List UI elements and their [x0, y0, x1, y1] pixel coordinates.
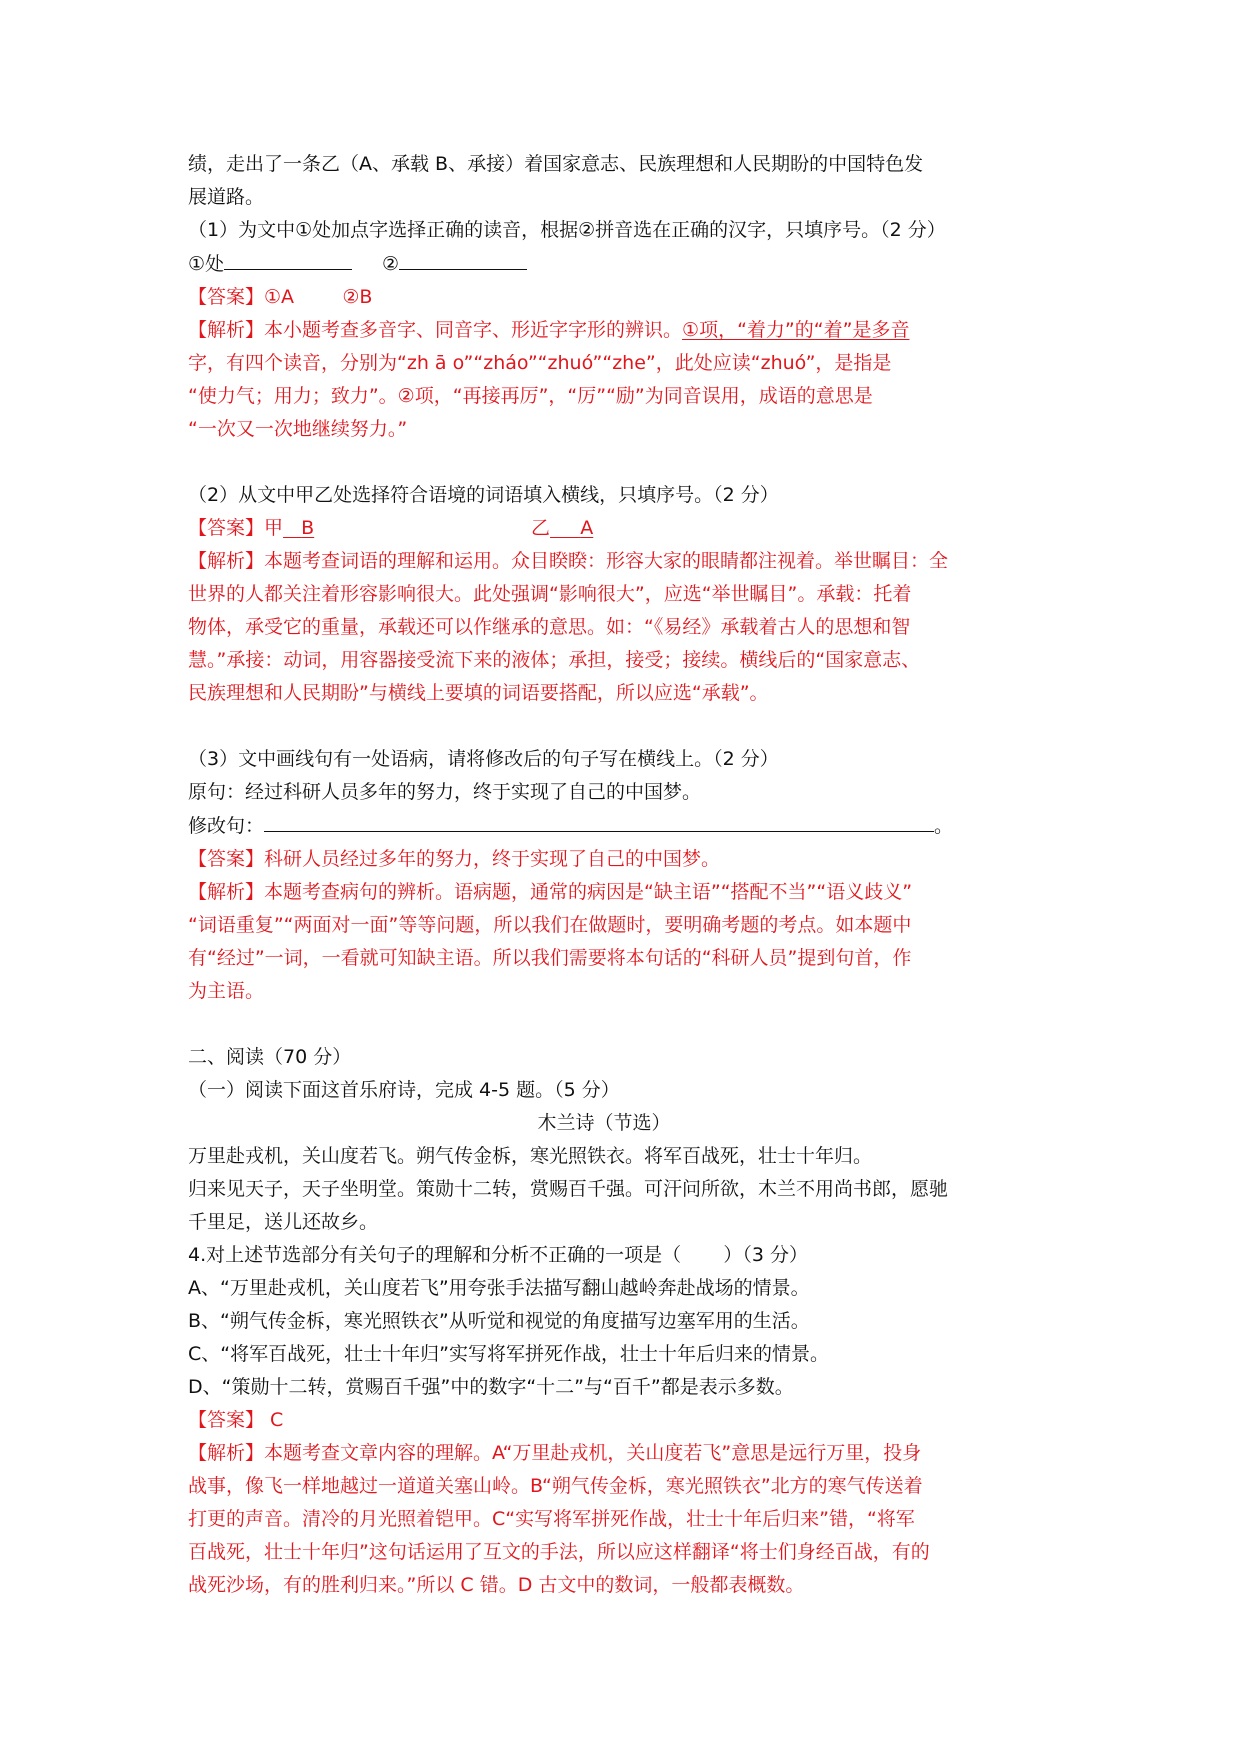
- q3-answer-tag: 【答案】: [188, 848, 265, 870]
- section-2-sub: （一）阅读下面这首乐府诗，完成 4-5 题。（5 分）: [188, 1079, 620, 1101]
- q4-analysis-line: 战事，像飞一样地越过一道道关塞山岭。B“朔气传金柝，寒光照铁衣”北方的寒气传送着: [188, 1475, 923, 1497]
- q3-answer: [188, 843, 1060, 876]
- q3-original: 原句：经过科研人员多年的努力，终于实现了自己的中国梦。: [188, 781, 702, 803]
- q1-analysis-text: ①项，“着力”的“着”是多音: [682, 319, 910, 341]
- q2-jia-label: 甲: [264, 517, 284, 539]
- q1-analysis-tag: 【解析】: [188, 319, 265, 341]
- q3-prompt: （3）文中画线句有一处语病，请将修改后的句子写在横线上。（2 分）: [188, 748, 779, 770]
- q1-blank2: [399, 247, 527, 270]
- poem-line: 归来见天子，天子坐明堂。策勋十二转，赏赐百千强。可汗问所欲，木兰不用尚书郎，愿驰: [188, 1178, 949, 1200]
- q1-blank2-label: ②: [382, 253, 400, 275]
- q3-revised-blank: [264, 809, 934, 832]
- q3-analysis-line: 有“经过”一词，一看就可知缺主语。所以我们需要将本句话的“科研人员”提到句首，作: [188, 947, 912, 969]
- q1-answer-text: ①A ②B: [264, 286, 373, 308]
- section-2-title: 二、阅读（70 分）: [188, 1046, 352, 1068]
- q3-analysis-tag: 【解析】: [188, 881, 265, 903]
- q3-analysis-line: “词语重复”“两面对一面”等等问题，所以我们在做题时，要明确考题的考点。如本题中: [188, 914, 912, 936]
- q1-answer: [188, 281, 1060, 314]
- q4-answer-text: C: [264, 1409, 284, 1431]
- q1-analysis-line: “使力气；用力；致力”。②项，“再接再厉”，“厉”“励”为同音误用，成语的意思是: [188, 385, 873, 407]
- q3-analysis-text: 本题考查病句的辨析。语病题，通常的病因是“缺主语”“搭配不当”“语义歧义”: [264, 881, 913, 903]
- q3-analysis-line: [188, 876, 1060, 909]
- poem-line: 万里赴戎机，关山度若飞。朔气传金柝，寒光照铁衣。将军百战死，壮士十年归。: [188, 1145, 873, 1167]
- q4-option-d: D、“策勋十二转，赏赐百千强”中的数字“十二”与“百千”都是表示多数。: [188, 1376, 794, 1398]
- q2-analysis-text: 本题考查词语的理解和运用。众目睽睽：形容大家的眼睛都注视着。举世瞩目：全: [264, 550, 949, 572]
- q1-blank1-label: ①处: [188, 253, 225, 275]
- q2-prompt: （2）从文中甲乙处选择符合语境的词语填入横线，只填序号。（2 分）: [188, 484, 779, 506]
- q2-analysis-line: [188, 545, 1060, 578]
- q1-answer-tag: 【答案】: [188, 286, 265, 308]
- q2-analysis-line: 民族理想和人民期盼”与横线上要填的词语要搭配，所以应选“承载”。: [188, 682, 769, 704]
- q2-analysis-tag: 【解析】: [188, 550, 265, 572]
- q4-analysis-line: 战死沙场，有的胜利归来。”所以 C 错。D 古文中的数词，一般都表概数。: [188, 1574, 805, 1596]
- poem-title: 木兰诗（节选）: [537, 1112, 671, 1134]
- q2-yi-value: [550, 512, 670, 545]
- q4-analysis-line: 百战死，壮士十年归”这句话运用了互文的手法，所以应这样翻译“将士们身经百战，有的: [188, 1541, 930, 1563]
- q4-analysis-line: [188, 1437, 1060, 1470]
- q2-jia-value: [283, 512, 403, 545]
- q4-answer-tag: 【答案】: [188, 1409, 265, 1431]
- q1-blank1: [224, 247, 352, 270]
- q4-analysis-line: 打更的声音。清冷的月光照着铠甲。C“实写将军拼死作战，壮士十年后归来”错，“将军: [188, 1508, 915, 1530]
- q2-jia-text: B: [301, 517, 315, 539]
- q4-analysis-tag: 【解析】: [188, 1442, 265, 1464]
- poem-line: 千里足，送儿还故乡。: [188, 1211, 379, 1233]
- q2-analysis-line: 世界的人都关注着形容影响很大。此处强调“影响很大”，应选“举世瞩目”。承载：托着: [188, 583, 912, 605]
- q4-analysis-text: 本题考查文章内容的理解。A“万里赴戎机，关山度若飞”意思是远行万里，投身: [264, 1442, 922, 1464]
- q4-prompt: 4.对上述节选部分有关句子的理解和分析不正确的一项是（ ）（3 分）: [188, 1244, 809, 1266]
- q1-prompt: （1）为文中①处加点字选择正确的读音，根据②拼音选在正确的汉字，只填序号。（2 分）: [188, 219, 946, 241]
- q4-option-a: A、“万里赴戎机，关山度若飞”用夸张手法描写翻山越岭奔赴战场的情景。: [188, 1277, 810, 1299]
- q3-analysis-line: 为主语。: [188, 980, 265, 1002]
- q1-analysis-line: “一次又一次地继续努力。”: [188, 418, 408, 440]
- intro-line-2: 展道路。: [188, 186, 265, 208]
- q4-answer: [188, 1404, 1060, 1437]
- q1-analysis-line: [188, 314, 1060, 347]
- q1-analysis-line: 字，有四个读音，分别为“zh ā o”“zháo”“zhuó”“zhe”，此处应读“zhuó”，是指是: [188, 352, 892, 374]
- q2-analysis-line: 物体，承受它的重量，承载还可以作继承的意思。如：“《易经》承载着古人的思想和智: [188, 616, 911, 638]
- q4-option-b: B、“朔气传金柝，寒光照铁衣”从听觉和视觉的角度描写边塞军用的生活。: [188, 1310, 810, 1332]
- q4-option-c: C、“将军百战死，壮士十年归”实写将军拼死作战，壮士十年后归来的情景。: [188, 1343, 829, 1365]
- q3-revised-label: 修改句：: [188, 815, 265, 837]
- q2-analysis-line: 慧。”承接：动词，用容器接受流下来的液体；承担，接受；接续。横线后的“国家意志、: [188, 649, 921, 671]
- q3-answer-text: 科研人员经过多年的努力，终于实现了自己的中国梦。: [264, 848, 721, 870]
- q3-revised: [188, 809, 1060, 843]
- q1-analysis-text: 本小题考查多音字、同音字、形近字字形的辨识。: [264, 319, 683, 341]
- q3-revised-end: 。: [934, 815, 954, 837]
- q2-answer: [188, 512, 1060, 545]
- intro-line-1: 绩，走出了一条乙（A、承载 B、承接）着国家意志、民族理想和人民期盼的中国特色发: [188, 153, 924, 175]
- q2-yi-label: 乙: [531, 517, 551, 539]
- q2-answer-tag: 【答案】: [188, 517, 265, 539]
- q2-yi-text: A: [580, 517, 594, 539]
- q1-blanks: [188, 247, 1060, 281]
